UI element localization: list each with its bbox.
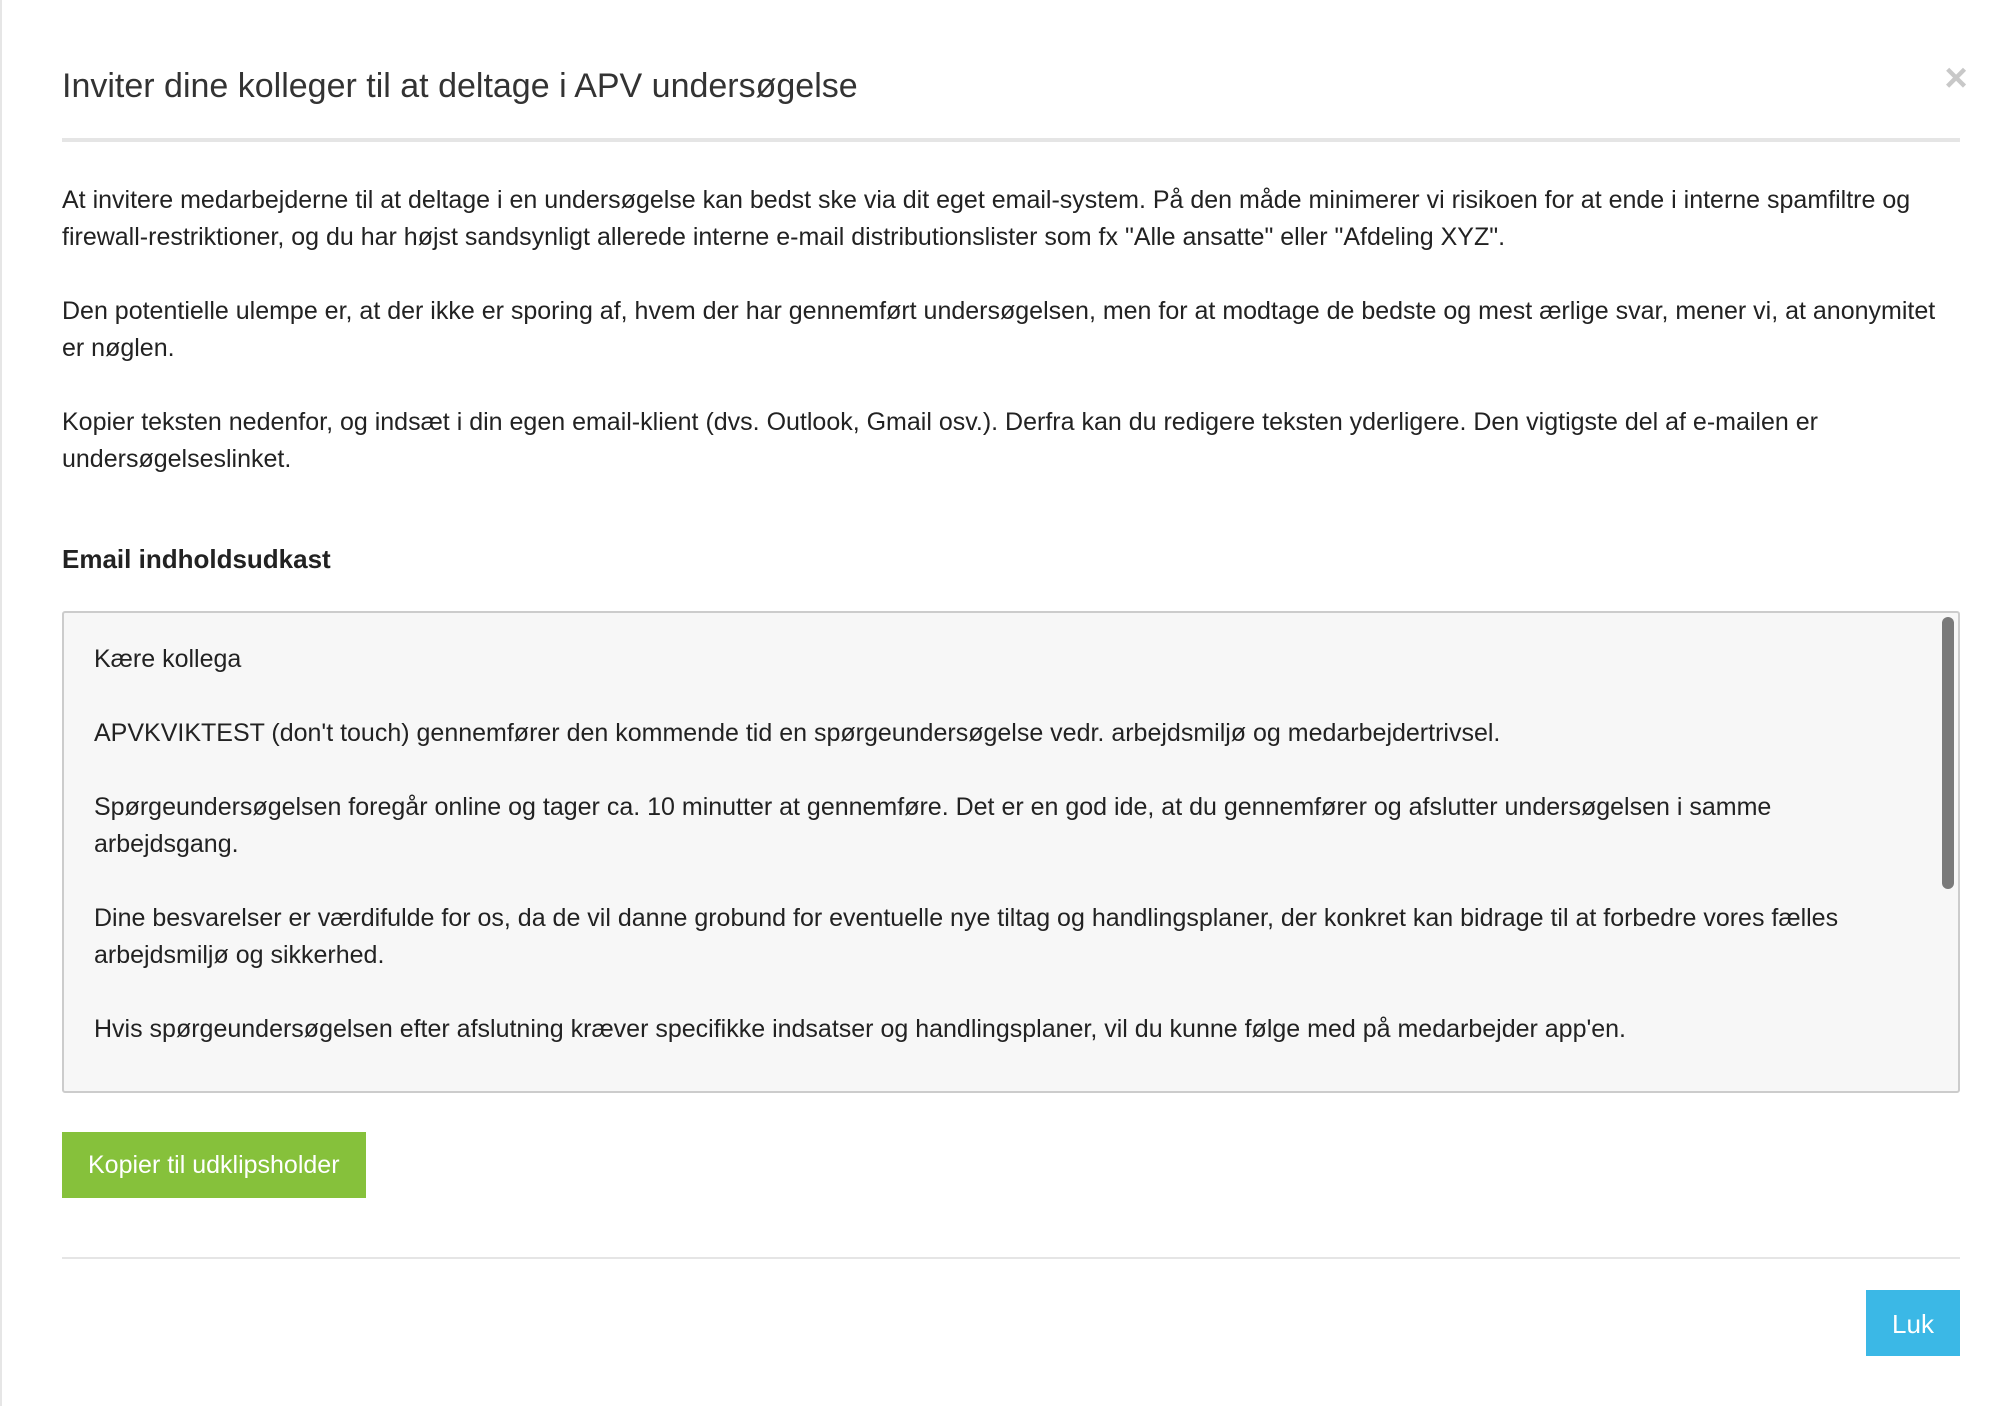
modal-body [62,182,1960,1179]
modal-header [62,58,1960,142]
email-paragraph: Hvis spørgeundersøgelsen efter afslutning kræver specifikke indsatser og handlingsplaner, vil du kunne følge med på medarbejder app'en. [94,1015,1627,1043]
email-draft-content [94,641,1904,1085]
email-paragraph: Dine besvarelser er værdifulde for os, da de vil danne grobund for eventuelle nye tiltag og handlingsplaner, der konkret kan bidrage til at forbedre vores fælles arbejdsmiljø og sikkerhed. [94,904,1839,969]
modal-edge [0,0,2,1406]
email-draft-textarea[interactable] [62,611,1960,1093]
intro-text [62,182,1960,478]
email-paragraph: Spørgeundersøgelsen foregår online og tager ca. 10 minutter at gennemføre. Det er en god ide, at du gennemfører og afslutter undersøgelsen i samme arbejdsgang. [94,793,1772,858]
modal-title: Inviter dine kolleger til at deltage i APV undersøgelse [62,67,858,105]
email-paragraph: APVKVIKTEST (don't touch) gennemfører den kommende tid en spørgeundersøgelse vedr. arbejdsmiljø og medarbejdertrivsel. [94,719,1501,747]
email-draft-heading: Email indholdsudkast [62,544,331,574]
email-scrollbar-thumb[interactable] [1942,617,1954,889]
copy-to-clipboard-button[interactable]: Kopier til udklipsholder [62,1132,366,1198]
intro-paragraph: At invitere medarbejderne til at deltage i en undersøgelse kan bedst ske via dit eget email-system. På den måde minimerer vi risikoen for at ende i interne spamfiltre og firewall-restriktioner, og du har højst sandsynligt allerede interne e-mail distributionslister som fx "Alle ansatte" eller "Afdeling XYZ". [62,186,1911,251]
intro-paragraph: Den potentielle ulempe er, at der ikke er sporing af, hvem der har gennemført undersøgelsen, men for at modtage de bedste og mest ærlige svar, mener vi, at anonymitet er nøglen. [62,297,1936,362]
close-button[interactable]: Luk [1866,1290,1960,1356]
email-scrollbar[interactable] [1942,617,1956,1087]
close-icon[interactable]: × [1944,56,1968,100]
modal-footer [62,1257,1960,1357]
email-paragraph: Kære kollega [94,645,242,673]
intro-paragraph: Kopier teksten nedenfor, og indsæt i din egen email-klient (dvs. Outlook, Gmail osv.). Derfra kan du redigere teksten yderligere. Den vigtigste del af e-mailen er undersøgelseslinket. [62,408,1818,473]
